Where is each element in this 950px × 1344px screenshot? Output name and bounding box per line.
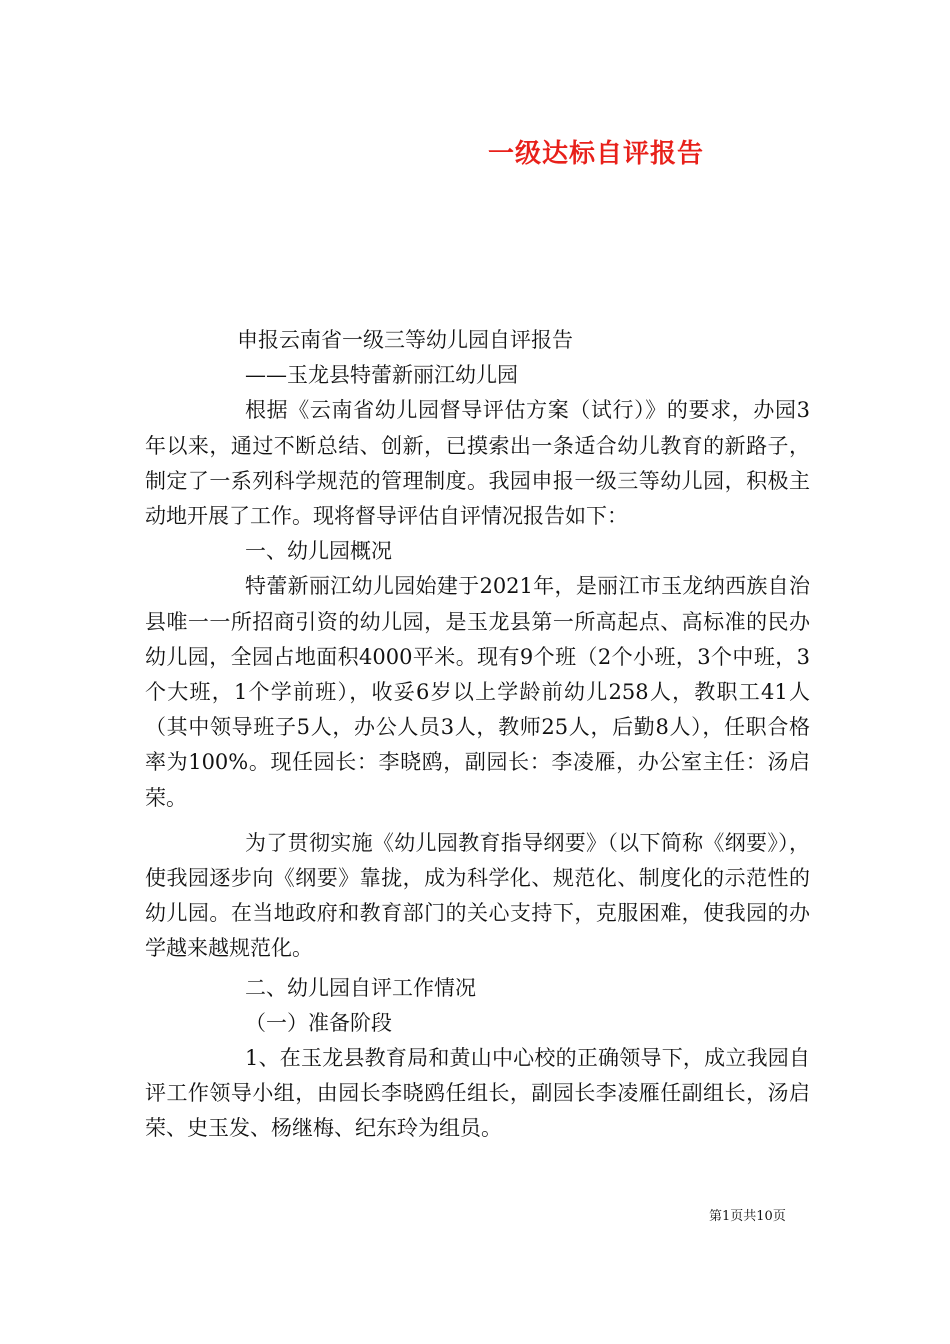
report-heading: 申报云南省一级三等幼儿园自评报告: [237, 328, 573, 352]
section-heading: 一、幼儿园概况: [245, 539, 392, 564]
page-footer: 第1页共10页: [709, 1209, 786, 1224]
paragraph: 为了贯彻实施《幼儿园教育指导纲要》（以下简称《纲要》），使我园逐步向《纲要》靠拢，成为科学化、规范化、制度化的示范性的幼儿园。在当地政府和教育部门的关心支持下，克服困难，使我园的办学越来越规范化。: [145, 830, 810, 961]
document-body: [145, 323, 810, 1147]
paragraph: 1、在玉龙县教育局和黄山中心校的正确领导下，成立我园自评工作领导小组，由园长李晓鸥任组长，副园长李凌雁任副组长，汤启荣、史玉发、杨继梅、纪东玲为组员。: [145, 1046, 810, 1141]
paragraph: 根据《云南省幼儿园督导评估方案（试行）》的要求，办园3年以来，通过不断总结、创新，已摸索出一条适合幼儿教育的新路子，制定了一系列科学规范的管理制度。我园申报一级三等幼儿园，积极主动地开展了工作。现将督导评估自评情况报告如下：: [145, 398, 810, 529]
report-subheading: ——玉龙县特蕾新丽江幼儿园: [245, 363, 518, 388]
page-title: 一级达标自评报告: [488, 139, 705, 169]
section-heading: 二、幼儿园自评工作情况: [245, 975, 476, 1000]
paragraph: 特蕾新丽江幼儿园始建于2021年，是丽江市玉龙纳西族自治县唯一一所招商引资的幼儿园，是玉龙县第一所高起点、高标准的民办幼儿园，全园占地面积4000平米。现有9个班（2个小班，3个中班，3个大班，1个学前班），收妥6岁以上学龄前幼儿258人，教职工41人（其中领导班子5人，办公人员3人，教师25人，后勤8人），任职合格率为100%。现任园长：李晓鸥，副园长：李凌雁，办公室主任：汤启荣。: [145, 574, 810, 810]
subsection-heading: （一）准备阶段: [245, 1010, 392, 1035]
